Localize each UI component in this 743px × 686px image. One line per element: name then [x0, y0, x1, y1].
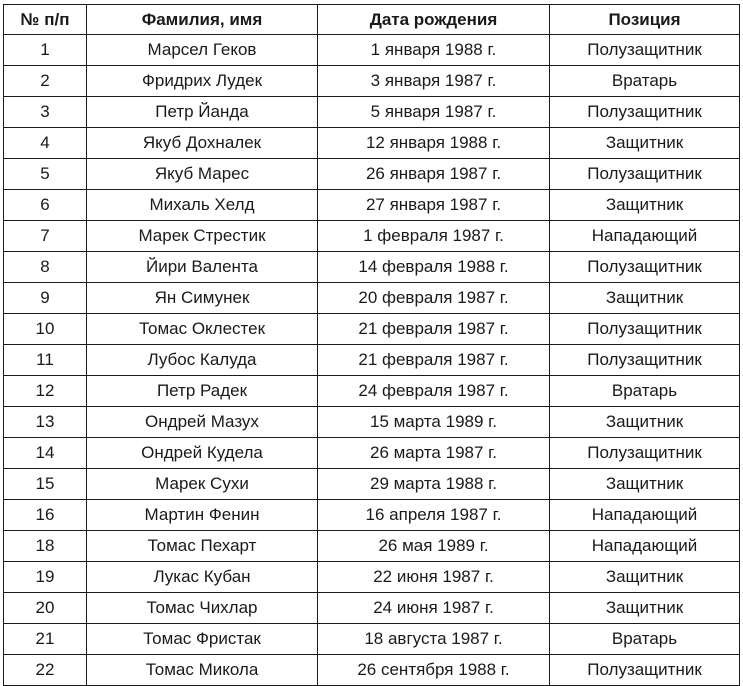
table-row — [4, 655, 740, 686]
cell-name: Томас Оклестек — [87, 314, 318, 345]
cell-position: Защитник — [550, 407, 740, 438]
cell-name: Марек Сухи — [87, 469, 318, 500]
cell-number: 10 — [4, 314, 87, 345]
cell-number: 3 — [4, 97, 87, 128]
cell-birth-date: 24 февраля 1987 г. — [318, 376, 550, 407]
header-name: Фамилия, имя — [87, 5, 318, 35]
cell-birth-date: 27 января 1987 г. — [318, 190, 550, 221]
table-body — [4, 35, 740, 686]
cell-name: Томас Чихлар — [87, 593, 318, 624]
table-header — [4, 5, 740, 35]
table-row — [4, 624, 740, 655]
table-row — [4, 562, 740, 593]
cell-birth-date: 21 февраля 1987 г. — [318, 345, 550, 376]
cell-number: 22 — [4, 655, 87, 686]
cell-name: Якуб Марес — [87, 159, 318, 190]
cell-name: Томас Микола — [87, 655, 318, 686]
cell-position: Вратарь — [550, 624, 740, 655]
cell-birth-date: 22 июня 1987 г. — [318, 562, 550, 593]
cell-number: 11 — [4, 345, 87, 376]
cell-number: 7 — [4, 221, 87, 252]
cell-position: Защитник — [550, 593, 740, 624]
cell-birth-date: 12 января 1988 г. — [318, 128, 550, 159]
cell-number: 4 — [4, 128, 87, 159]
header-birth-date: Дата рождения — [318, 5, 550, 35]
cell-name: Лукас Кубан — [87, 562, 318, 593]
table-row — [4, 376, 740, 407]
cell-number: 12 — [4, 376, 87, 407]
cell-birth-date: 21 февраля 1987 г. — [318, 314, 550, 345]
cell-name: Фридрих Лудек — [87, 66, 318, 97]
cell-position: Вратарь — [550, 66, 740, 97]
cell-birth-date: 14 февраля 1988 г. — [318, 252, 550, 283]
cell-name: Йири Валента — [87, 252, 318, 283]
table-row — [4, 531, 740, 562]
cell-birth-date: 24 июня 1987 г. — [318, 593, 550, 624]
table-row — [4, 438, 740, 469]
cell-number: 6 — [4, 190, 87, 221]
cell-position: Нападающий — [550, 221, 740, 252]
cell-birth-date: 29 марта 1988 г. — [318, 469, 550, 500]
header-number: № п/п — [4, 5, 87, 35]
cell-position: Защитник — [550, 469, 740, 500]
cell-name: Якуб Дохналек — [87, 128, 318, 159]
cell-position: Полузащитник — [550, 345, 740, 376]
cell-number: 18 — [4, 531, 87, 562]
table-row — [4, 252, 740, 283]
cell-number: 2 — [4, 66, 87, 97]
cell-position: Полузащитник — [550, 35, 740, 66]
cell-name: Томас Фристак — [87, 624, 318, 655]
cell-name: Петр Радек — [87, 376, 318, 407]
table-row — [4, 159, 740, 190]
cell-position: Нападающий — [550, 531, 740, 562]
cell-number: 5 — [4, 159, 87, 190]
cell-birth-date: 20 февраля 1987 г. — [318, 283, 550, 314]
cell-number: 13 — [4, 407, 87, 438]
table-row — [4, 190, 740, 221]
table-row — [4, 500, 740, 531]
cell-birth-date: 26 сентября 1988 г. — [318, 655, 550, 686]
cell-number: 14 — [4, 438, 87, 469]
cell-birth-date: 1 января 1988 г. — [318, 35, 550, 66]
table-row — [4, 128, 740, 159]
table-row — [4, 345, 740, 376]
cell-position: Защитник — [550, 128, 740, 159]
cell-position: Полузащитник — [550, 159, 740, 190]
table-row — [4, 469, 740, 500]
cell-birth-date: 5 января 1987 г. — [318, 97, 550, 128]
cell-position: Вратарь — [550, 376, 740, 407]
cell-name: Петр Йанда — [87, 97, 318, 128]
cell-name: Томас Пехарт — [87, 531, 318, 562]
table-row — [4, 593, 740, 624]
cell-position: Защитник — [550, 562, 740, 593]
cell-position: Полузащитник — [550, 252, 740, 283]
cell-number: 15 — [4, 469, 87, 500]
cell-birth-date: 18 августа 1987 г. — [318, 624, 550, 655]
cell-birth-date: 16 апреля 1987 г. — [318, 500, 550, 531]
cell-number: 20 — [4, 593, 87, 624]
table-row — [4, 283, 740, 314]
cell-position: Полузащитник — [550, 97, 740, 128]
cell-birth-date: 3 января 1987 г. — [318, 66, 550, 97]
cell-number: 16 — [4, 500, 87, 531]
cell-name: Лубос Калуда — [87, 345, 318, 376]
table-row — [4, 35, 740, 66]
cell-birth-date: 26 мая 1989 г. — [318, 531, 550, 562]
cell-birth-date: 1 февраля 1987 г. — [318, 221, 550, 252]
table-row — [4, 314, 740, 345]
cell-birth-date: 26 марта 1987 г. — [318, 438, 550, 469]
cell-number: 1 — [4, 35, 87, 66]
table-row — [4, 66, 740, 97]
cell-birth-date: 26 января 1987 г. — [318, 159, 550, 190]
cell-name: Ян Симунек — [87, 283, 318, 314]
roster-table — [3, 4, 740, 686]
cell-position: Защитник — [550, 190, 740, 221]
cell-position: Полузащитник — [550, 438, 740, 469]
cell-name: Ондрей Кудела — [87, 438, 318, 469]
table-row — [4, 97, 740, 128]
cell-name: Михаль Хелд — [87, 190, 318, 221]
cell-name: Марсел Геков — [87, 35, 318, 66]
cell-number: 21 — [4, 624, 87, 655]
table-row — [4, 407, 740, 438]
cell-birth-date: 15 марта 1989 г. — [318, 407, 550, 438]
cell-number: 8 — [4, 252, 87, 283]
cell-position: Нападающий — [550, 500, 740, 531]
table-row — [4, 221, 740, 252]
cell-position: Защитник — [550, 283, 740, 314]
cell-name: Марек Стрестик — [87, 221, 318, 252]
cell-name: Мартин Фенин — [87, 500, 318, 531]
header-row — [4, 5, 740, 35]
cell-position: Полузащитник — [550, 655, 740, 686]
header-position: Позиция — [550, 5, 740, 35]
cell-number: 9 — [4, 283, 87, 314]
cell-position: Полузащитник — [550, 314, 740, 345]
cell-name: Ондрей Мазух — [87, 407, 318, 438]
cell-number: 19 — [4, 562, 87, 593]
